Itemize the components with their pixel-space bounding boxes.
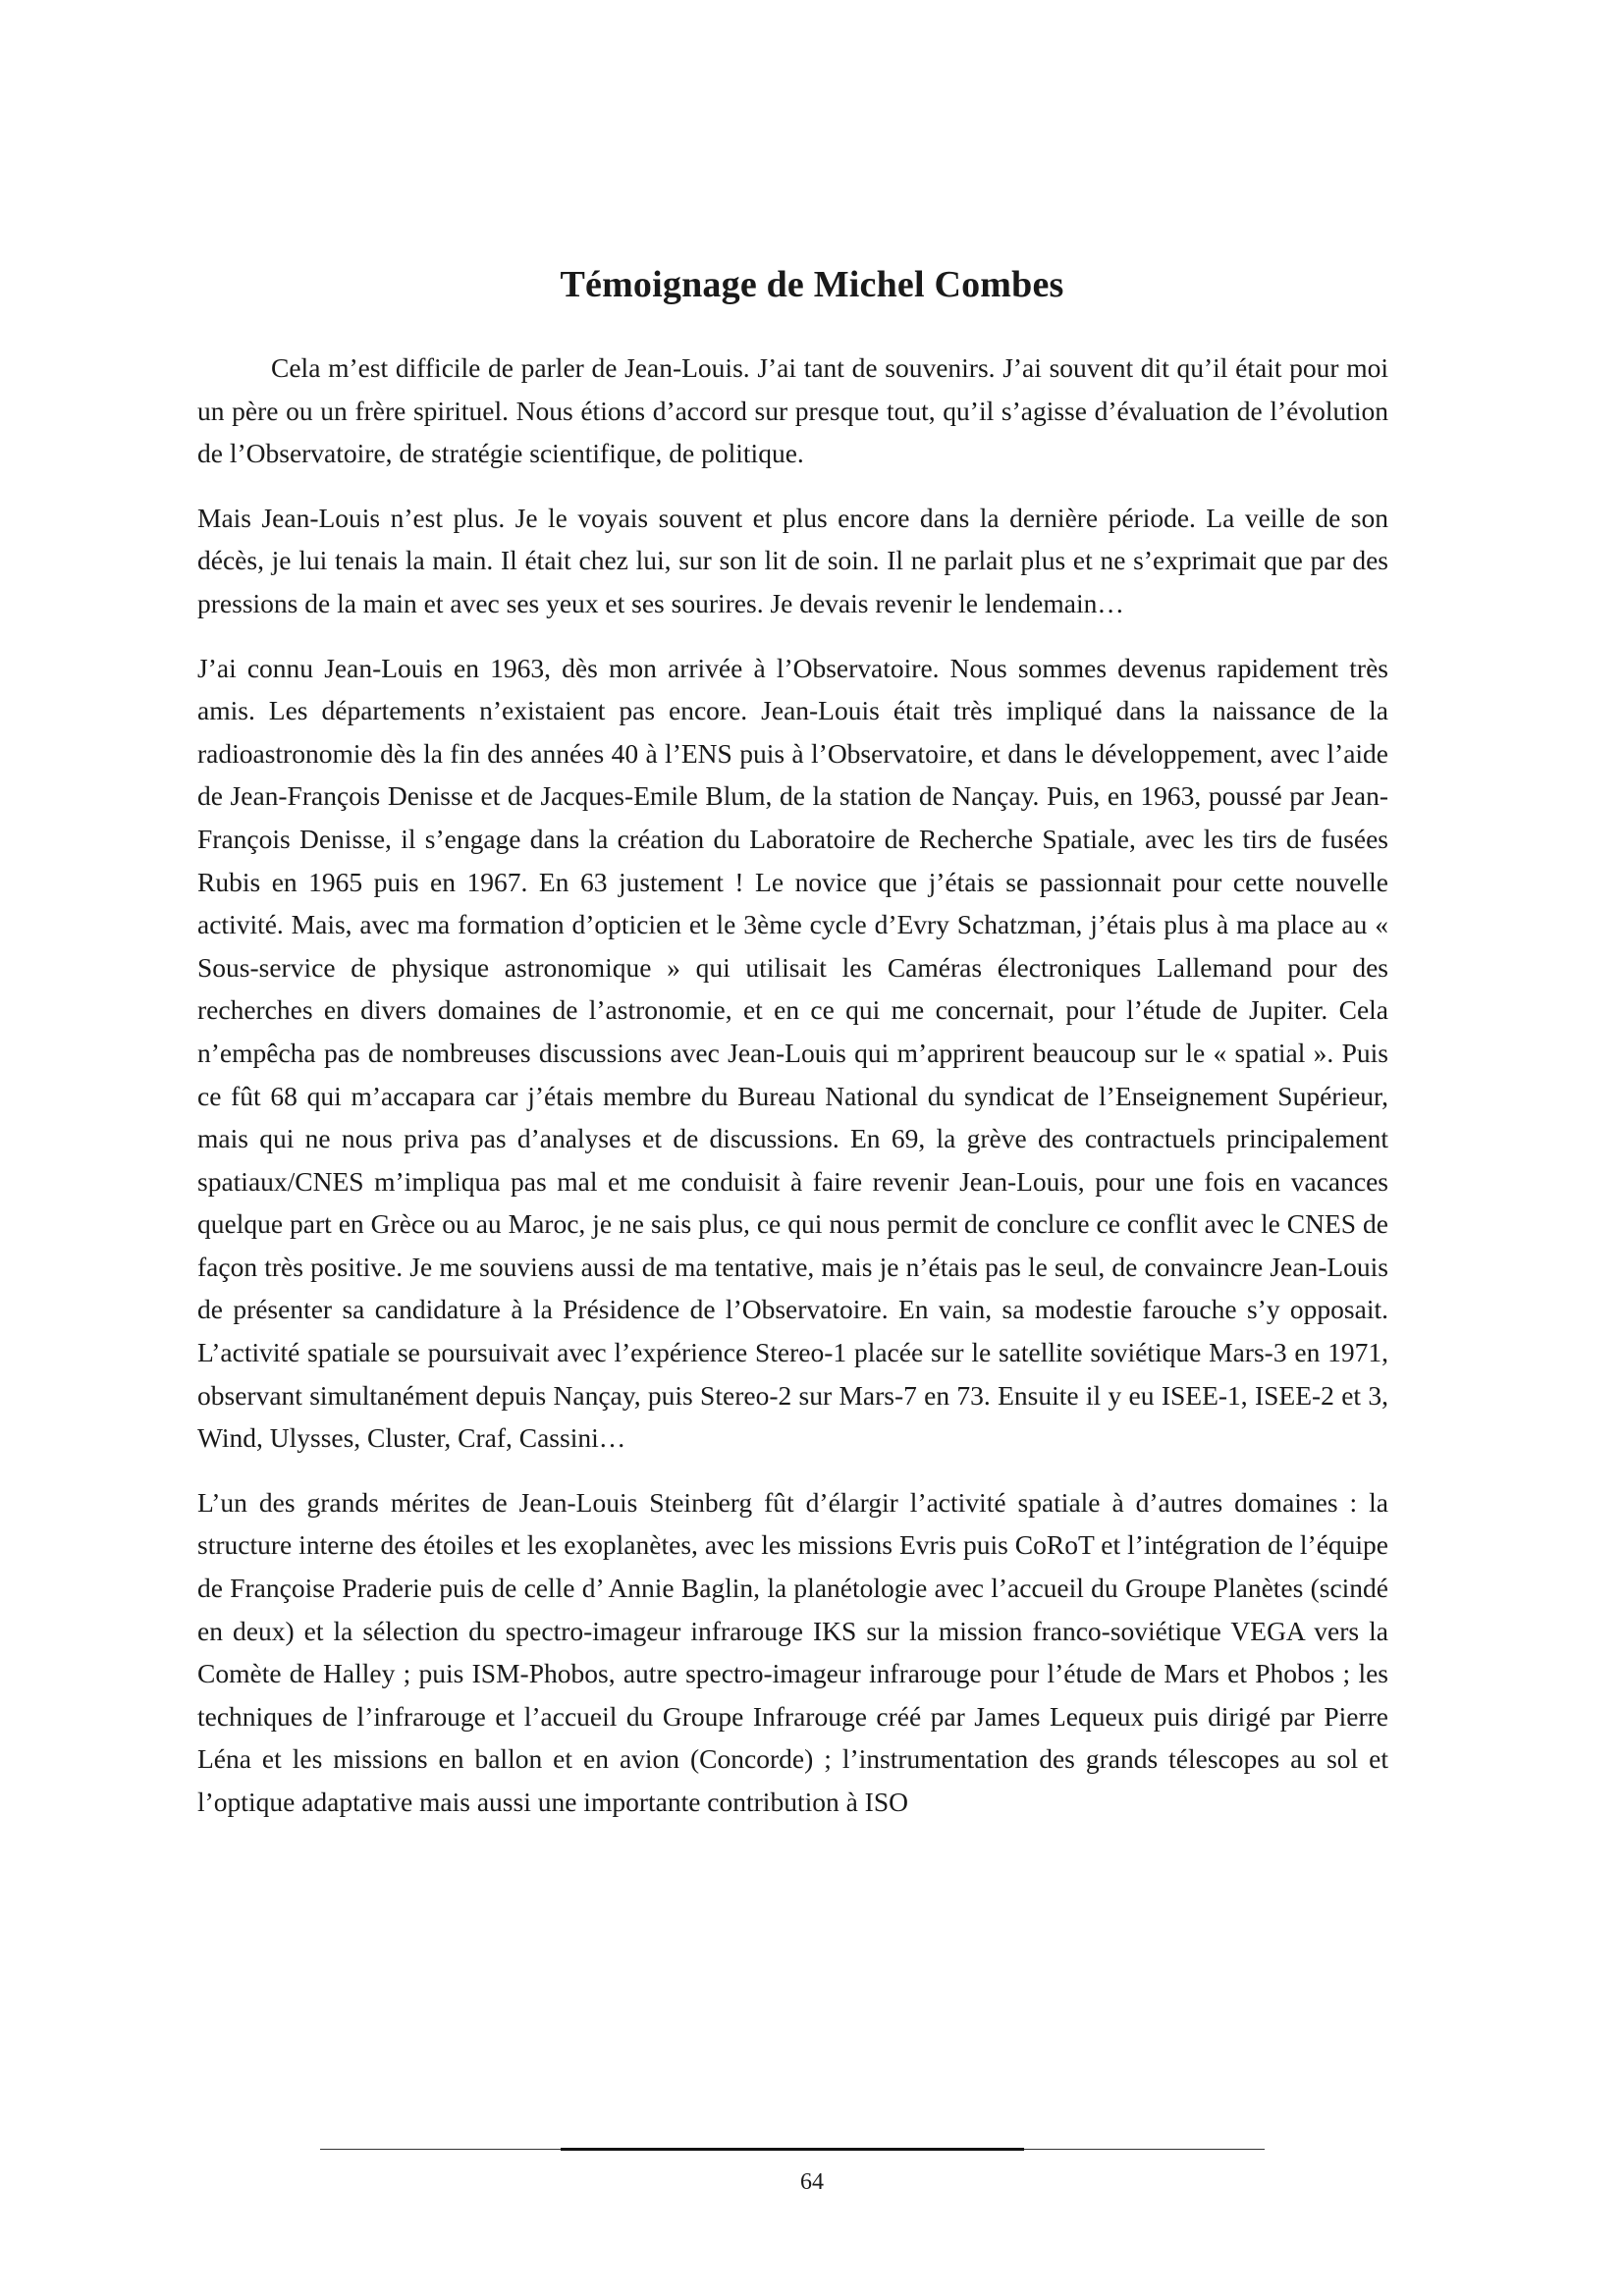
page-number: 64 xyxy=(800,2169,824,2195)
body-text xyxy=(197,347,1388,1845)
footer-divider xyxy=(320,2147,1265,2153)
paragraph-4: L’un des grands mérites de Jean-Louis Steinberg fût d’élargir l’activité spatiale à d’autres domaines : la structure interne des étoiles et les exoplanètes, avec les missions Evris puis CoRoT et l’intégration de l’équipe de Françoise Praderie puis de celle d’ Annie Baglin, la planétologie avec l’accueil du Groupe Planètes (scindé en deux) et la sélection du spectro-imageur infrarouge IKS sur la mission franco-soviétique VEGA vers la Comète de Halley ; puis ISM-Phobos, autre spectro-imageur infrarouge pour l’étude de Mars et Phobos ; les techniques de l’infrarouge et l’accueil du Groupe Infrarouge créé par James Lequeux puis dirigé par Pierre Léna et les missions en ballon et en avion (Concorde) ; l’instrumentation des grands télescopes au sol et l’optique adaptative mais aussi une importante contribution à ISO xyxy=(197,1486,1388,1817)
paragraph-1: Cela m’est difficile de parler de Jean-Louis. J’ai tant de souvenirs. J’ai souvent dit qu’il était pour moi un père ou un frère spirituel. Nous étions d’accord sur presque tout, qu’il s’agisse d’évaluation de l’évolution de l’Observatoire, de stratégie scientifique, de politique. xyxy=(197,352,1388,469)
footer-divider-thick xyxy=(561,2148,1024,2151)
paragraph-3: J’ai connu Jean-Louis en 1963, dès mon arrivée à l’Observatoire. Nous sommes devenus rapidement très amis. Les départements n’existaient pas encore. Jean-Louis était très impliqué dans la naissance de la radioastronomie dès la fin des années 40 à l’ENS puis à l’Observatoire, et dans le développement, avec l’aide de Jean-François Denisse et de Jacques-Emile Blum, de la station de Nançay. Puis, en 1963, poussé par Jean-François Denisse, il s’engage dans la création du Laboratoire de Recherche Spatiale, avec les tirs de fusées Rubis en 1965 puis en 1967. En 63 justement ! Le novice que j’étais se passionnait pour cette nouvelle activité. Mais, avec ma formation d’opticien et le 3ème cycle d’Evry Schatzman, j’étais plus à ma place au « Sous-service de physique astronomique » qui utilisait les Caméras électroniques Lallemand pour des recherches en divers domaines de l’astronomie, et en ce qui me concernait, pour l’étude de Jupiter. Cela n’empêcha pas de nombreuses discussions avec Jean-Louis qui m’apprirent beaucoup sur le « spatial ». Puis ce fût 68 qui m’accapara car j’étais membre du Bureau National du syndicat de l’Enseignement Supérieur, mais qui ne nous priva pas d’analyses et de discussions. En 69, la grève des contractuels principalement spatiaux/CNES m’impliqua pas mal et me conduisit à faire revenir Jean-Louis, pour une fois en vacances quelque part en Grèce ou au Maroc, je ne sais plus, ce qui nous permit de conclure ce conflit avec le CNES de façon très positive. Je me souviens aussi de ma tentative, mais je n’étais pas le seul, de convaincre Jean-Louis de présenter sa candidature à la Présidence de l’Observatoire. En vain, sa modestie farouche s’y opposait. L’activité spatiale se poursuivait avec l’expérience Stereo-1 placée sur le satellite soviétique Mars-3 en 1971, observant simultanément depuis Nançay, puis Stereo-2 sur Mars-7 en 73. Ensuite il y eu ISEE-1, ISEE-2 et 3, Wind, Ulysses, Cluster, Craf, Cassini… xyxy=(197,652,1388,1454)
page-title: Témoignage de Michel Combes xyxy=(560,264,1064,305)
paragraph-2: Mais Jean-Louis n’est plus. Je le voyais souvent et plus encore dans la dernière période. La veille de son décès, je lui tenais la main. Il était chez lui, sur son lit de soin. Il ne parlait plus et ne s’exprimait que par des pressions de la main et avec ses yeux et ses sourires. Je devais revenir le lendemain… xyxy=(197,502,1388,618)
